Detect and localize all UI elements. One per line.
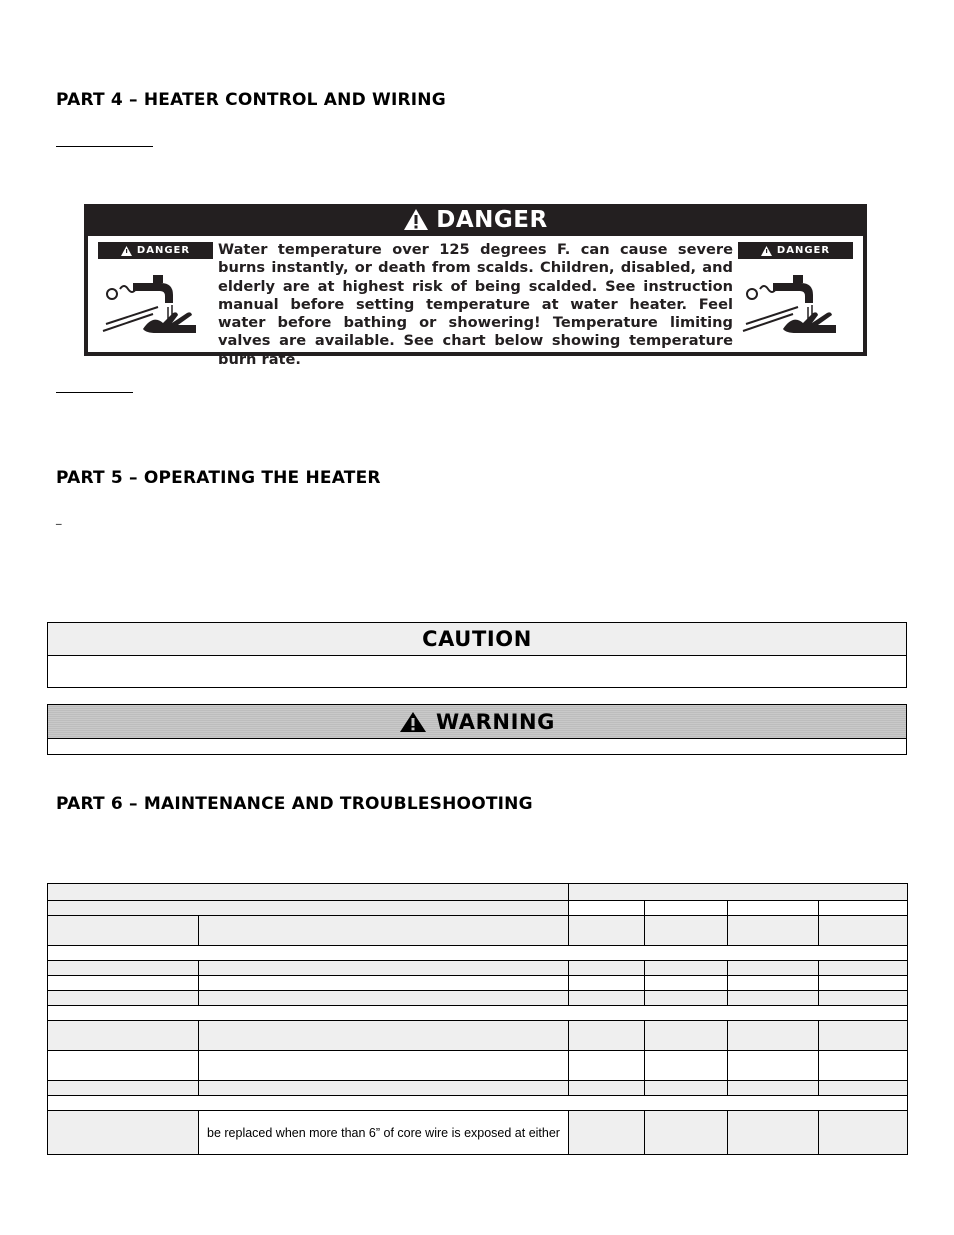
warning-title: WARNING: [435, 709, 556, 734]
danger-pictogram-left: [98, 242, 213, 350]
table-cell: [819, 961, 908, 976]
warning-box: [47, 704, 907, 755]
table-cell: [199, 1081, 569, 1096]
table-cell: [48, 1111, 199, 1155]
table-row: [48, 1006, 908, 1021]
table-cell: [48, 976, 199, 991]
danger-message: Water temperature over 125 degrees F. can cause severe burns instantly, or death from scalds. Children, disabled, and elderly are at highest risk of being scalded. See instruction manual before setting temperature at water heater. Feel water before bathing or showering! Temperature limiting valves are available. See chart below showing temperature burn rate.: [218, 241, 733, 368]
underline-rule: [56, 146, 153, 147]
part4-heading: PART 4 – HEATER CONTROL AND WIRING: [56, 90, 446, 110]
table-cell: [645, 901, 728, 916]
table-cell: [569, 1081, 645, 1096]
warning-triangle-icon: [399, 711, 427, 733]
table-cell: [569, 991, 645, 1006]
table-cell: [645, 1021, 728, 1051]
table-cell: [819, 1021, 908, 1051]
table-cell: [48, 991, 199, 1006]
table-cell: [645, 1111, 728, 1155]
warning-triangle-icon: [121, 246, 132, 256]
part5-heading: PART 5 – OPERATING THE HEATER: [56, 468, 381, 488]
table-cell: [569, 976, 645, 991]
table-cell: [199, 1051, 569, 1081]
caution-title: CAUTION: [48, 623, 906, 656]
table-cell: [569, 916, 645, 946]
danger-mini-tag-text: DANGER: [776, 245, 831, 256]
table-cell: [48, 1096, 908, 1111]
table-cell: [48, 946, 908, 961]
table-row: [48, 1081, 908, 1096]
table-cell: [48, 961, 199, 976]
table-cell: [569, 884, 908, 901]
danger-body: [88, 236, 863, 368]
scalding-hand-icon: [738, 259, 853, 349]
table-cell: [569, 901, 645, 916]
table-cell: [728, 961, 819, 976]
table-cell: [819, 901, 908, 916]
table-cell: [728, 991, 819, 1006]
table-row: [48, 976, 908, 991]
caution-box: [47, 622, 907, 688]
table-cell: [199, 961, 569, 976]
table-cell: [819, 976, 908, 991]
table-cell: [199, 991, 569, 1006]
table-cell: [48, 1021, 199, 1051]
table-row: [48, 1021, 908, 1051]
table-cell: [645, 991, 728, 1006]
table-cell: [199, 976, 569, 991]
table-row: [48, 1111, 908, 1155]
table-cell: [48, 884, 569, 901]
danger-mini-tag: [98, 242, 213, 259]
table-row: [48, 1096, 908, 1111]
danger-header-text: DANGER: [436, 206, 548, 233]
table-cell: [645, 1081, 728, 1096]
table-row: [48, 1051, 908, 1081]
table-cell: [728, 901, 819, 916]
table-cell: [728, 1021, 819, 1051]
danger-pictogram-right: [738, 242, 853, 350]
table-cell: [569, 1111, 645, 1155]
table-cell: [645, 976, 728, 991]
table-cell: [199, 916, 569, 946]
scalding-hand-icon: [98, 259, 213, 349]
table-cell: [728, 976, 819, 991]
table-cell: [569, 1051, 645, 1081]
table-cell: [199, 1021, 569, 1051]
table-cell: [819, 1081, 908, 1096]
warning-header: [48, 705, 906, 739]
table-cell: [728, 1081, 819, 1096]
table-row: [48, 991, 908, 1006]
table-row: [48, 901, 908, 916]
table-cell: [728, 1111, 819, 1155]
danger-header: [84, 204, 867, 235]
table-cell: [819, 1051, 908, 1081]
part6-heading: PART 6 – MAINTENANCE AND TROUBLESHOOTING: [56, 794, 533, 814]
table-cell: [48, 916, 199, 946]
table-cell: [48, 1006, 908, 1021]
table-cell: [819, 1111, 908, 1155]
warning-triangle-icon: [403, 208, 429, 231]
table-cell: [819, 916, 908, 946]
table-cell-text: be replaced when more than 6” of core wire is exposed at either: [199, 1111, 569, 1155]
table-cell: [645, 961, 728, 976]
table-cell: [48, 1051, 199, 1081]
table-cell: [48, 1081, 199, 1096]
table-cell: [569, 961, 645, 976]
danger-label: [84, 204, 867, 368]
table-cell: [728, 916, 819, 946]
table-row: [48, 884, 908, 901]
burn-text: BURN: [816, 336, 839, 344]
warning-triangle-icon: [761, 246, 772, 256]
danger-mini-tag-text: DANGER: [136, 245, 191, 256]
maintenance-table: [47, 883, 908, 1155]
table-cell: [645, 1051, 728, 1081]
table-cell: [645, 916, 728, 946]
table-cell: [819, 991, 908, 1006]
table-cell: [728, 1051, 819, 1081]
burn-text: BURN: [176, 336, 199, 344]
table-row: [48, 946, 908, 961]
part5-marker: _: [56, 512, 62, 525]
underline-rule: [56, 392, 133, 393]
danger-mini-tag: [738, 242, 853, 259]
table-cell: [48, 901, 569, 916]
table-cell: [569, 1021, 645, 1051]
table-row: [48, 916, 908, 946]
table-row: [48, 961, 908, 976]
